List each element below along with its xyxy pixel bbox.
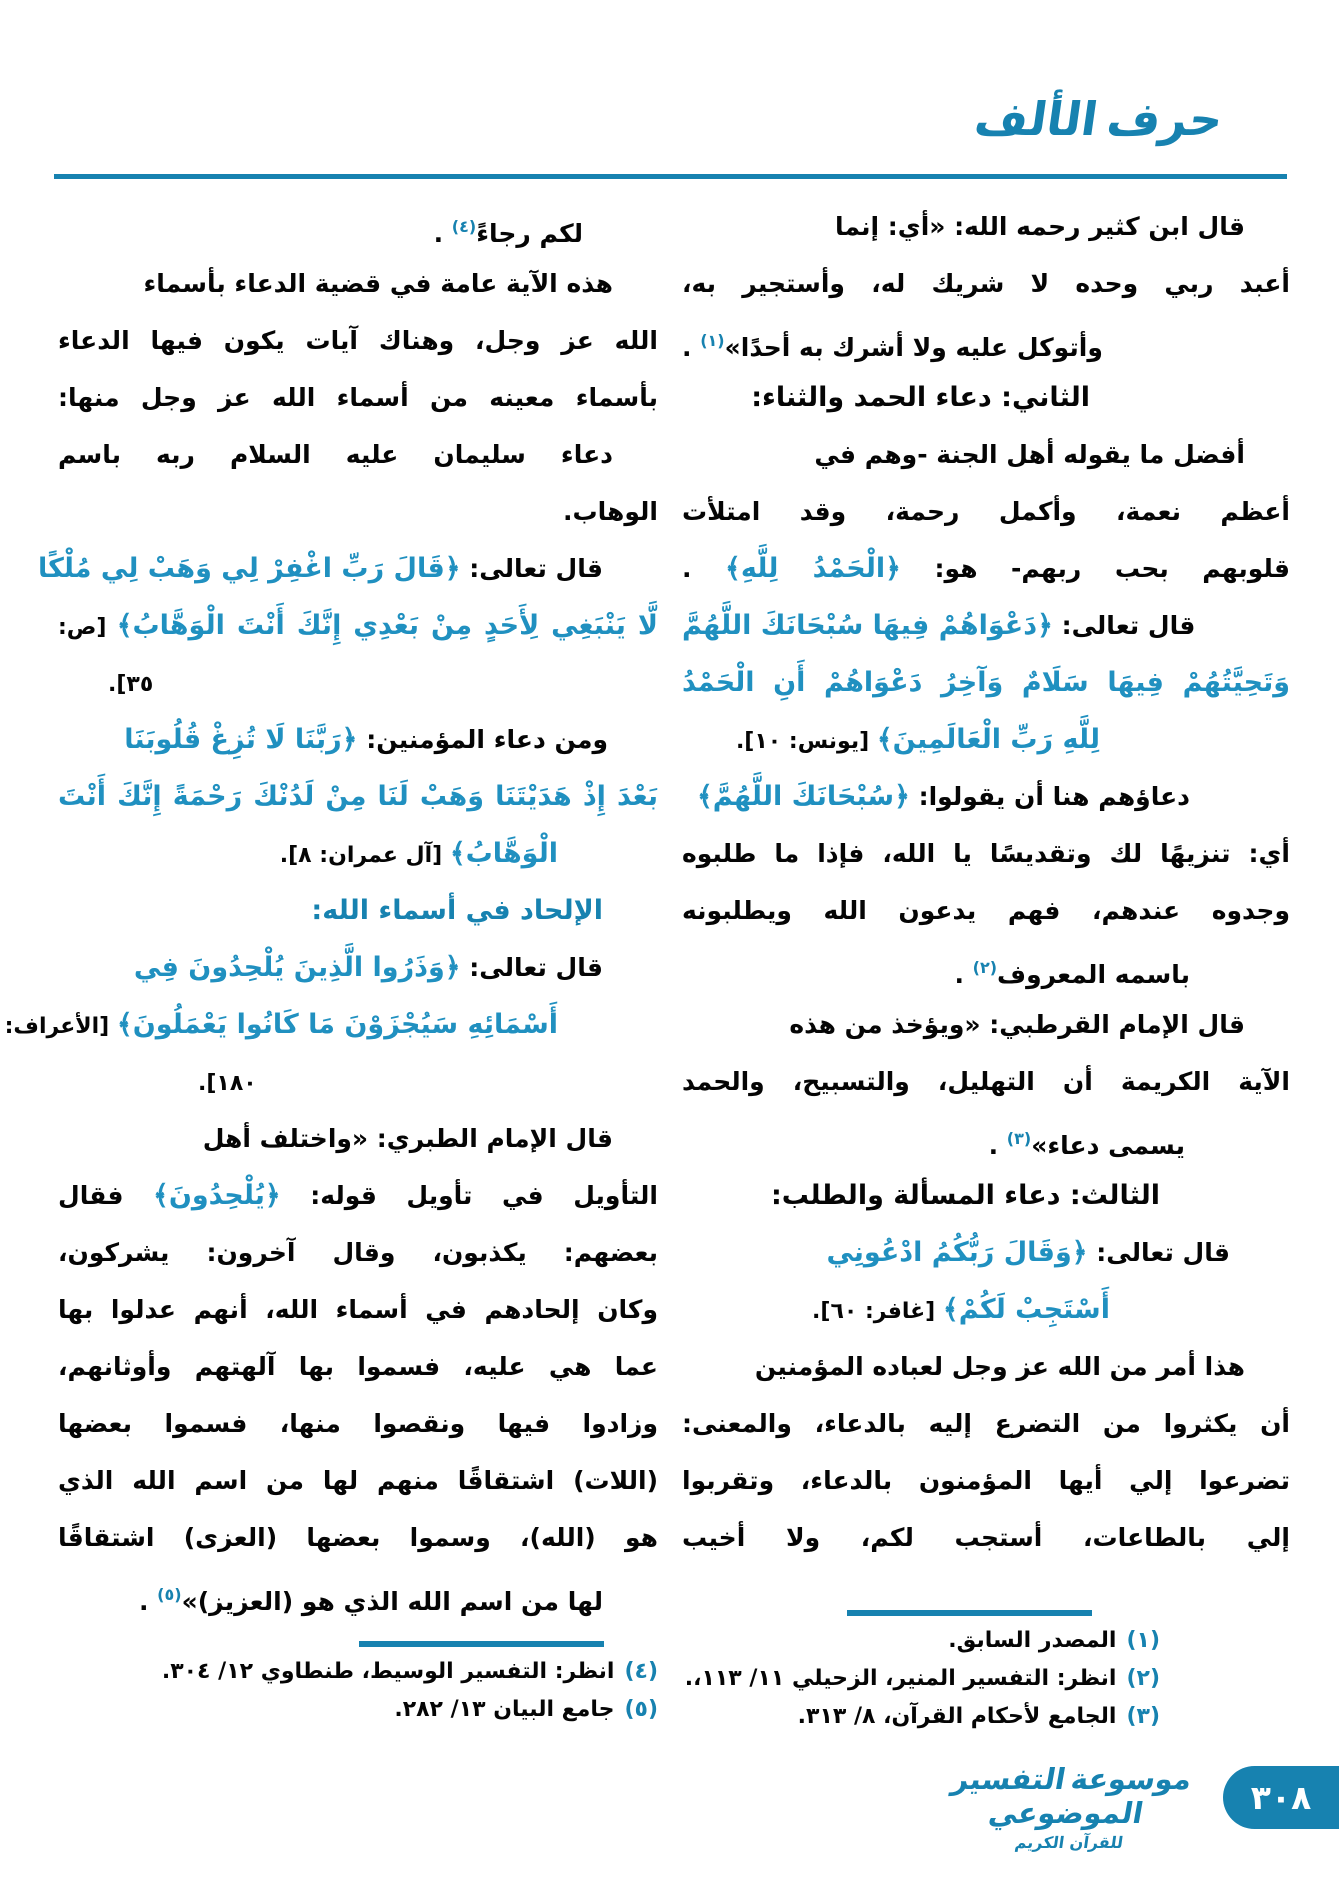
body-text: قال ابن كثير رحمه الله: «أي: إنما xyxy=(834,212,1245,241)
body-text: يسمى دعاء» xyxy=(1031,1131,1185,1160)
text-line xyxy=(682,768,1290,825)
text-line xyxy=(682,1053,1290,1110)
body-text: ومن دعاء المؤمنين: xyxy=(357,725,608,754)
text-line xyxy=(682,1395,1290,1452)
quran-verse: لَّا يَنْبَغِي لِأَحَدٍ مِنْ بَعْدِي إِنَّكَ أَنْتَ الْوَهَّابُ﴾ xyxy=(116,610,658,641)
text-line xyxy=(682,369,1290,426)
quran-verse: بَعْدَ إِذْ هَدَيْتَنَا وَهَبْ لَنَا مِنْ لَدُنْكَ رَحْمَةً إِنَّكَ أَنْتَ xyxy=(58,781,658,812)
header-divider xyxy=(54,174,1287,179)
footnote-number: (٥) xyxy=(624,1697,658,1722)
verse-reference: ١٨٠]. xyxy=(198,1071,257,1096)
body-text: وأتوكل عليه ولا أشرك به أحدًا» xyxy=(724,333,1103,362)
publisher-logo-title: موسوعة التفسير الموضوعي xyxy=(949,1762,1195,1830)
body-text: . xyxy=(138,1587,158,1616)
text-line xyxy=(682,654,1290,711)
footnote-number: (٤) xyxy=(624,1659,658,1684)
body-text: بعضهم: يكذبون، وقال آخرون: يشركون، xyxy=(58,1238,658,1267)
text-line xyxy=(682,711,1290,768)
quran-verse: ﴿وَقَالَ رَبُّكُمُ ادْعُونِي xyxy=(826,1237,1088,1268)
text-line xyxy=(682,1110,1290,1167)
verse-reference: [يونس: ١٠]. xyxy=(735,729,877,754)
text-line xyxy=(682,882,1290,939)
text-line xyxy=(58,483,658,540)
page-number-badge: ٣٠٨ xyxy=(1223,1766,1339,1829)
footnote-number: (٣) xyxy=(1126,1704,1160,1729)
body-text: أعظم نعمة، وأكمل رحمة، وقد امتلأت xyxy=(682,497,1290,526)
quran-verse: ﴿قَالَ رَبِّ اغْفِرْ لِي وَهَبْ لِي مُلْكًا xyxy=(37,553,461,584)
footnote-divider xyxy=(359,1641,604,1647)
body-text: هذا أمر من الله عز وجل لعباده المؤمنين xyxy=(754,1352,1245,1381)
text-line xyxy=(58,711,658,768)
footnote-marker: (٣) xyxy=(1006,1129,1032,1148)
text-line xyxy=(58,1338,658,1395)
body-text: وزادوا فيها ونقصوا منها، فسموا بعضها xyxy=(58,1409,658,1438)
footnote xyxy=(682,1660,1160,1698)
footnote-text: الجامع لأحكام القرآن، ٨/ ٣١٣. xyxy=(797,1704,1117,1729)
verse-reference: [ص: xyxy=(58,615,117,640)
text-line xyxy=(682,825,1290,882)
body-text: الوهاب. xyxy=(563,497,658,526)
section-heading-blue: الإلحاد في أسماء الله: xyxy=(311,895,603,926)
body-text: قال تعالى: xyxy=(1087,1238,1230,1267)
verse-reference: [آل عمران: ٨]. xyxy=(279,843,450,868)
body-text: قال تعالى: xyxy=(460,554,603,583)
body-text: قال تعالى: xyxy=(460,953,603,982)
footnote-list xyxy=(682,1622,1290,1736)
body-text: . xyxy=(988,1131,1007,1160)
text-line xyxy=(58,882,658,939)
body-text: باسمه المعروف xyxy=(997,960,1190,989)
text-line xyxy=(58,1566,658,1623)
text-line xyxy=(58,1509,658,1566)
footnote-number: (٢) xyxy=(1126,1666,1160,1691)
text-line xyxy=(37,540,658,597)
body-text: عما هي عليه، فسموا بها آلهتهم وأوثانهم، xyxy=(58,1352,658,1381)
text-line xyxy=(58,939,658,996)
body-text: دعاء سليمان عليه السلام ربه باسم xyxy=(58,440,613,469)
quran-verse: أَسْمَائِهِ سَيُجْزَوْنَ مَا كَانُوا يَعْمَلُونَ﴾ xyxy=(116,1009,558,1040)
text-line xyxy=(682,255,1290,312)
section-heading: الثاني: دعاء الحمد والثناء: xyxy=(751,382,1090,413)
text-line xyxy=(682,939,1290,996)
body-text: الآية الكريمة أن التهليل، والتسبيح، والحمد xyxy=(682,1067,1290,1096)
body-text: الله عز وجل، وهناك آيات يكون فيها الدعاء xyxy=(58,326,658,355)
footnote xyxy=(58,1691,658,1729)
text-line xyxy=(682,198,1290,255)
footnote-divider xyxy=(847,1610,1092,1616)
text-line xyxy=(58,654,658,711)
text-line xyxy=(58,768,658,825)
text-line xyxy=(58,312,658,369)
body-text: التأويل في تأويل قوله: xyxy=(280,1181,658,1210)
text-line xyxy=(682,312,1290,369)
text-line xyxy=(58,369,658,426)
text-line xyxy=(58,1053,658,1110)
body-text: وكان إلحادهم في أسماء الله، أنهم عدلوا بها xyxy=(58,1295,658,1324)
footnote xyxy=(682,1698,1160,1736)
quran-verse: لِلَّهِ رَبِّ الْعَالَمِينَ﴾ xyxy=(876,724,1100,755)
footnote-text: جامع البيان ١٣/ ٢٨٢. xyxy=(394,1697,615,1722)
text-line xyxy=(682,1338,1290,1395)
text-line xyxy=(682,483,1290,540)
body-text: هو (الله)، وسموا بعضها (العزى) اشتقاقًا xyxy=(58,1523,658,1552)
chapter-letter-heading: حرف الألف xyxy=(971,92,1227,146)
text-line xyxy=(58,1110,658,1167)
footnote xyxy=(58,1653,658,1691)
quran-verse: ﴿يُلْحِدُونَ﴾ xyxy=(153,1180,281,1211)
text-columns xyxy=(4,198,1290,1736)
text-line xyxy=(58,426,658,483)
text-line xyxy=(4,996,658,1053)
body-text: قال تعالى: xyxy=(1052,611,1196,640)
body-text: لكم رجاءً xyxy=(476,219,583,248)
footnote xyxy=(682,1622,1160,1660)
body-text: . xyxy=(433,219,452,248)
quran-verse: ﴿رَبَّنَا لَا تُزِغْ قُلُوبَنَا xyxy=(124,724,358,755)
footnote-marker: (٥) xyxy=(157,1585,182,1604)
body-text: . xyxy=(682,333,701,362)
body-text: بأسماء معينه من أسماء الله عز وجل منها: xyxy=(58,383,658,412)
quran-verse: ﴿وَذَرُوا الَّذِينَ يُلْحِدُونَ فِي xyxy=(133,952,461,983)
body-text: أن يكثروا من التضرع إليه بالدعاء، والمعنى: xyxy=(682,1409,1290,1438)
column-left xyxy=(4,198,658,1736)
footnote-text: المصدر السابق. xyxy=(948,1628,1117,1653)
text-line xyxy=(58,1224,658,1281)
text-line xyxy=(58,1281,658,1338)
footnote-list xyxy=(58,1653,658,1729)
text-line xyxy=(682,426,1290,483)
text-line xyxy=(682,1224,1290,1281)
quran-verse: وَتَحِيَّتُهُمْ فِيهَا سَلَامٌ وَآخِرُ دَعْوَاهُمْ أَنِ الْحَمْدُ xyxy=(682,667,1290,698)
quran-verse: أَسْتَجِبْ لَكُمْ﴾ xyxy=(942,1294,1110,1325)
text-line xyxy=(682,597,1290,654)
body-text: (اللات) اشتقاقًا منهم لها من اسم الله الذي xyxy=(58,1466,658,1495)
footnote-marker: (٢) xyxy=(972,958,998,977)
quran-verse: الْوَهَّابُ﴾ xyxy=(449,838,558,869)
text-line xyxy=(58,825,658,882)
body-text: قال الإمام القرطبي: «ويؤخذ من هذه xyxy=(789,1010,1245,1039)
body-text: . xyxy=(682,554,726,583)
footnote-marker: (٤) xyxy=(451,217,477,236)
text-line xyxy=(682,1281,1290,1338)
footnote-number: (١) xyxy=(1126,1628,1160,1653)
body-text: وجدوه عندهم، فهم يدعون الله ويطلبونه xyxy=(682,896,1290,925)
publisher-logo-subtitle: للقرآن الكريم xyxy=(1013,1833,1125,1852)
body-text: قلوبهم بحب ربهم- هو: xyxy=(900,554,1290,583)
verse-reference: [الأعراف: xyxy=(4,1014,117,1039)
text-line xyxy=(58,1167,658,1224)
body-text: . xyxy=(954,960,973,989)
body-text: هذه الآية عامة في قضية الدعاء بأسماء xyxy=(143,269,613,298)
body-text: تضرعوا إلي أيها المؤمنون بالدعاء، وتقربوا xyxy=(682,1466,1290,1495)
footnote-marker: (١) xyxy=(700,331,725,350)
text-line xyxy=(682,996,1290,1053)
body-text: لها من اسم الله الذي هو (العزيز)» xyxy=(181,1587,603,1616)
text-line xyxy=(58,255,658,312)
body-text: إلي بالطاعات، أستجب لكم، ولا أخيب xyxy=(682,1523,1290,1552)
column-right xyxy=(682,198,1290,1736)
text-line xyxy=(58,198,658,255)
text-line xyxy=(682,1452,1290,1509)
body-text: قال الإمام الطبري: «واختلف أهل xyxy=(202,1124,613,1153)
text-line xyxy=(682,540,1290,597)
body-text: أعبد ربي وحده لا شريك له، وأستجير به، xyxy=(682,269,1290,298)
body-text: فقال xyxy=(58,1181,154,1210)
quran-verse: ﴿سُبْحَانَكَ اللَّهُمَّ﴾ xyxy=(696,781,910,812)
footnote-text: انظر: التفسير الوسيط، طنطاوي ١٢/ ٣٠٤. xyxy=(161,1659,615,1684)
quran-verse: ﴿دَعْوَاهُمْ فِيهَا سُبْحَانَكَ اللَّهُمَّ xyxy=(682,610,1053,641)
body-text: دعاؤهم هنا أن يقولوا: xyxy=(909,782,1190,811)
verse-reference: ٣٥]. xyxy=(108,672,154,697)
text-line xyxy=(58,597,658,654)
footnote-text: انظر: التفسير المنير، الزحيلي ١١/ ١١٣،. xyxy=(684,1666,1117,1691)
publisher-logo xyxy=(923,1762,1215,1852)
section-heading: الثالث: دعاء المسألة والطلب: xyxy=(770,1180,1160,1211)
verse-reference: [غافر: ٦٠]. xyxy=(812,1299,943,1324)
text-line xyxy=(682,1509,1290,1566)
body-text: أي: تنزيهًا لك وتقديسًا يا الله، فإذا ما طلبوه xyxy=(682,839,1290,868)
body-text: أفضل ما يقوله أهل الجنة -وهم في xyxy=(814,440,1245,469)
text-line xyxy=(58,1452,658,1509)
text-line xyxy=(682,1167,1290,1224)
quran-verse: ﴿الْحَمْدُ لِلَّهِ﴾ xyxy=(725,553,901,584)
text-line xyxy=(58,1395,658,1452)
